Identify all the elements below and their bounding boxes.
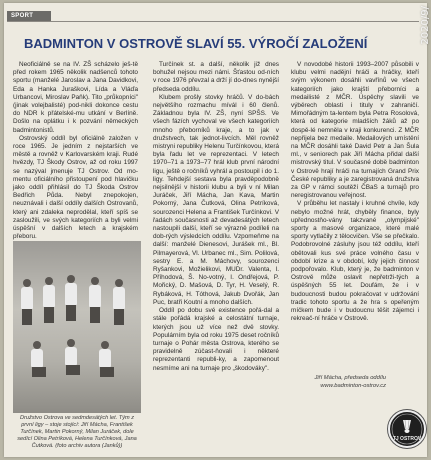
paragraph: Ostrovský oddíl byl oficiálně založen v roce 1965. Je jedním z nejstarších ve městě a rovněž v Karlovarském kraji. Rudé hvězdy, TJ Škody Ostrov, až od roku 1997 se nazýval jmenuje TJ Ostrov. Od mo-mentu oficiálního přistoupení pod hlavičku jako oddíl přihlásil do TJ Škoda Ostrov Bedřich Půda. Nebyl znepokojen, neuznávali i další oddíly dalších Ostrovanů, který ani zdaleka neprodělal, kteří spíš se zasloužili, ve svých kategoriích a byli velmi úspěšní v dalších letech a krajském přeboru. xyxy=(13,134,138,241)
author-signature xyxy=(304,375,386,390)
photo-caption: Družstvo Ostrova ve sedmdesátých let. Tým z první ligy – stoje stojící: Jiří Mácha, František Turčínek, Martin Pokorný, Milan Juráček, dole sedící Olina Petríková, Helena Turčínková, Jana Čutková. (foto archiv autora (Janků)) xyxy=(17,415,137,449)
paragraph: V novodobé historii 1993–2007 působili v klubu velmi nadějní hráči a hráčky, kteří svým výkonem dosáhli vavřínů ve všech kategoriích jako krajští přeborníci a medailisté z MČR. Úspěchy slavili ve výběrech oblasti i tituly v zahraničí. Mimořádným ta-lentem byla Petra Rosolová, která od kategorie mladších žáků až po dospě-lé nemněla v kraji konkurenci. Z MČR nepřijela bez medaile. Medailových umístění na MČR dosáhli také David Petr a Jan Šula ml., v seniorech pak Jiří Mácha přidal další mistrovský titul. V současné době badminton v Ostrově hrají hráči na turnajích Grand Prix České republiky a je zaregistrovaná družstva za GP v rámci soutěží ČBaS a turnajů pro neregistrovanou veřejnost. xyxy=(291,61,419,200)
logo-text: TJ OSTROV xyxy=(392,436,422,442)
paragraph: Oddíl po dobu své existence pořá-dal a stále pořádá krajské a celostátní turnaje, kterých jsou už více než dvě stovky. Populárním byla od roku 1975 deset ročníků turnaje o Pohár města Ostrova, kterého se pravidelně zúčast-ňovali i některé reprezentanti republi-ky, a zapomenout nesmíme ani na turnaje pro „škodováky". xyxy=(153,307,279,372)
photo-date-stamp: 2020/9/ xyxy=(420,6,431,45)
article-column-3 xyxy=(291,61,419,371)
club-logo xyxy=(388,410,426,448)
article-headline: BADMINTON V OSTROVĚ SLAVÍ 55. VÝROČÍ ZALOŽENÍ xyxy=(24,36,368,51)
paragraph: V průběhu let nastaly i kruhné chvíle, kdy nebylo možné hrát, chyběly finance, byly upřednostňo-vány takzvané „olympijské" sporty a masové organizace, které malé sporty vytlačily z tělocvičen. Vše se přečkalo. Podobrovolné zásluhy jsou též oddílu, kteří obětovali kus své práce volného času v období krize a v období, kdy jejich činnost podpořovalo. Klub, který je, že badminton v Ostrově může oslavit nepřetrži-tých a úspěšných 55 let. Doufám, že i v budoucnosti budou pokračovat v udržování tradic tohoto sportu a že hra s opeřeným míčkem bude i v budoucnu těšit zájemci i rekreač-ní hráče v Ostrově. xyxy=(291,200,419,323)
team-photo xyxy=(13,241,141,413)
paragraph: Klubem prošly stovky hráčů. V do-bách největšího rozmachu mívál i 60 členů. Základnou byla IV. ZŠ, nyní SPŠS. Ve všech fázích vychoval ve všech kategoriích mnoho přeborníků kraje, a to jak v družstvech, tak jednot-livcích. Měl rovněž mistryni republiky Helenu Turčínkovou, která byla řadu let ve reprezentaci. V letech 1970–71 a 1973–77 hrál klub první národní ligu, ještě o ročníků vyhrál a postoupil i do 1. ligy. Tehdejší sestava byla pravděpodobně nejsilnější v historii klubu a byli v ní Milan Juráček, Jiří Mácha, Jan Kava, Martin Pokorný, Jana Čutková, Olina Petríková, sourozenci Helena a František Turčínkovi. V řadách současnosti až devadesátých letech nastoupili další, kteří se výrazně podíleli na dob-rých výsledcích oddílu. Vzpomeňme na další: manželé Dienesovi, Jurášek ml., Bl. Pilmayerová, Vl. Urbanec ml., Sim. Polilová, sestry E. a M. Máchovy, sourozenci Ryšankovi, Možielikovi, MUDr. Valenta, I. Příhodová, Š. No-votný, I. Ondřejová, P. Mořický, D. Mašová, D. Tyr, H. Veselý, R. Rybáková, H. Tóthová, Jakub Dvořák, Jan Puc, bratři Koutní a mnoho dalších. xyxy=(153,93,279,306)
paragraph: Turčínek st. a další, několik již dnes bohužel nejsou mezi námi. Šťastou od-ních v roce 1976 převzal a drží jí do-dnes nynější předseda oddílu. xyxy=(153,61,279,93)
article-column-1 xyxy=(13,61,138,241)
section-tag: SPORT xyxy=(7,11,51,21)
author-name: Jiří Mácha, předseda oddílu xyxy=(314,375,386,381)
magazine-page xyxy=(4,3,427,457)
shuttlecock-icon xyxy=(390,412,424,446)
section-divider xyxy=(7,21,419,22)
club-website: www.badminton-ostrov.cz xyxy=(320,382,386,389)
article-column-2 xyxy=(153,61,279,456)
paragraph: Neoficiálně se na IV. ZŠ scházelo ješ-tě před rokem 1965 několik nadšenců tohoto sportu (manželé Jaroslav a Jana Davidkovi, Eda a Hanka Juraškovi, Lída a Vláďa Urbancovi, Miroslav Paňk). Tito „průkopníci" (jinak volejbalisté) pod-nikli dokonce cestu do NDR k přátelské-mu utkání v Berlíně. Došlo na oplátku i k pozvání německých badmintonistů. xyxy=(13,61,138,134)
